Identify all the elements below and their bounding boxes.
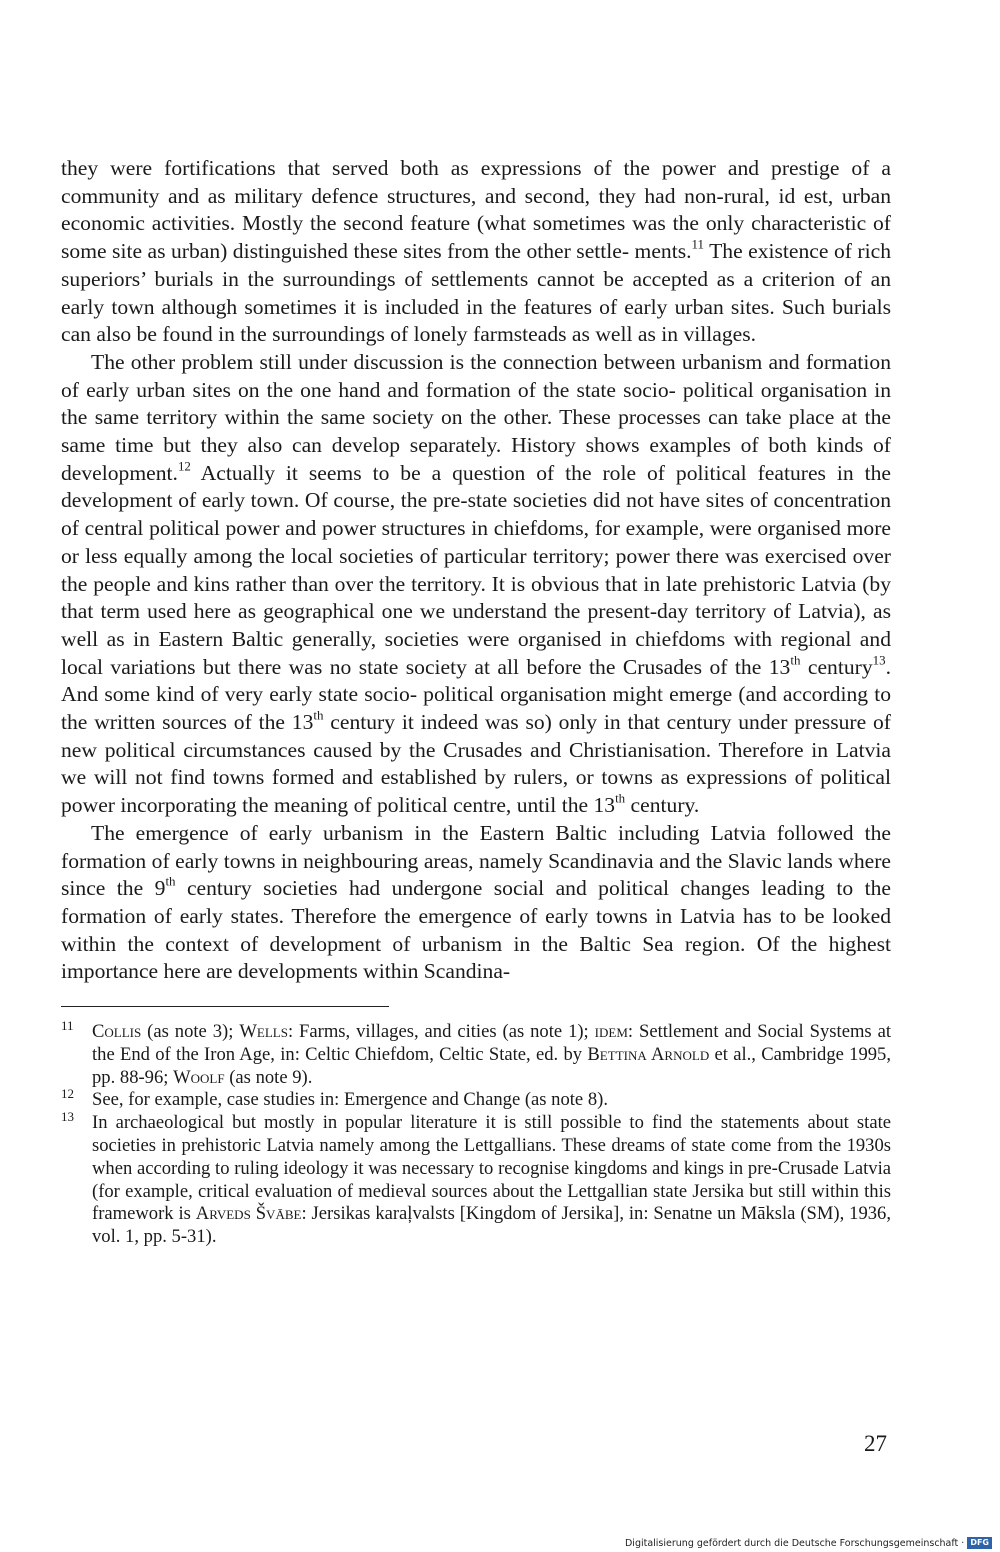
author-name: Wells: [239, 1021, 288, 1043]
text-run: century.: [625, 793, 700, 818]
superscript: th: [615, 790, 626, 806]
author-name: Arveds Švābe: [195, 1203, 302, 1225]
footnote-separator: [61, 1006, 389, 1007]
page-body: [61, 155, 891, 1249]
author-name: Collis: [92, 1021, 142, 1043]
footnote-number: 11: [61, 1018, 74, 1034]
text-run: The existence of rich superiors’ burials in the surroundings of settlements cannot be accepted as a criterion of an early town although sometimes it is included in the features of early urban sites. Such burials can also be found in the surroundings of lonely farmsteads as well as in villages.: [61, 239, 891, 347]
paragraph: [61, 820, 891, 986]
footnote: [61, 1086, 891, 1112]
text-run: : Jersikas karaļvalsts [Kingdom of Jersika], in: Senatne un Māksla (SM), 1936, vol. 1, pp. 5-31).: [92, 1203, 892, 1248]
text-run: See, for example, case studies in: Emergence and Change (as note 8).: [92, 1089, 608, 1111]
main-text: [61, 155, 891, 986]
author-name: Bettina Arnold: [587, 1043, 710, 1065]
footnote-text: [92, 1021, 891, 1089]
text-run: The emergence of early urbanism in the Eastern Baltic including Latvia followed the formation of early towns in neighbouring areas, namely Scandinavia and the Slavic lands where since the 9: [61, 820, 891, 901]
text-run: et al., Cambridge 1995, pp. 88-96;: [92, 1043, 891, 1088]
text-run: they were fortifications that served both as expressions of the power and prestige of a community and as military defence structures, and second, they had non-rural, id est, urban economic activities. Mostly the second feature (what sometimes was the only characteristic of some site as urban) distinguished these sites from the other settle- ments.: [61, 156, 891, 264]
text-run: century it indeed was so) only in that century under pressure of new political circumstances caused by the Crusades and Christianisation. Therefore in Latvia we will not find towns formed and established by rulers, or towns as expressions of political power incorporating the meaning of political centre, until the 13: [61, 710, 891, 818]
author-name: Woolf: [173, 1066, 225, 1088]
footnote: [61, 1109, 892, 1249]
footnote-number: 13: [61, 1109, 74, 1125]
footnote-number: 12: [61, 1086, 74, 1102]
credit-text: Digitalisierung gefördert durch die Deutsche Forschungsgemeinschaft ·: [624, 1537, 965, 1549]
text-run: The other problem still under discussion is the connection between urbanism and formation of early urban sites on the one hand and formation of the state socio- political organisation in the same territory within the same society on the other. These processes can take place at the same time but they also can develop separately. History shows examples of both kinds of development.: [61, 349, 891, 485]
text-run: (as note 3);: [141, 1021, 240, 1043]
superscript: 11: [691, 236, 705, 252]
text-run: In archaeological but mostly in popular literature it is still possible to find the statements about state societies in prehistoric Latvia namely among the Lettgallians. These dreams of state come from the 1930s when according to ruling ideology it was necessary to recognise kingdoms and kings in pre-Crusade Latvia (for example, critical evaluation of medieval sources about the Lettgallian state Jersika but still within this framework is: [92, 1112, 891, 1225]
author-name: idem: [594, 1021, 628, 1043]
superscript: 12: [177, 458, 191, 474]
footnote: [61, 1018, 891, 1089]
superscript: th: [313, 707, 324, 723]
superscript: 13: [872, 651, 886, 667]
text-run: : Settlement and Social Systems at the End of the Iron Age, in: Celtic Chiefdom, Celtic State, ed. by: [92, 1021, 891, 1065]
footnote-text: [92, 1112, 891, 1249]
page-number: 27: [864, 1431, 887, 1456]
text-run: (as note 9).: [224, 1066, 313, 1088]
text-run: : Farms, villages, and cities (as note 1);: [287, 1021, 595, 1043]
text-run: century societies had undergone social and political changes leading to the formation of early states. Therefore the emergence of early towns in Latvia has to be looked within the context of development of urbanism in the Baltic Sea region. Of the highest importance here are developments within Scandina-: [61, 876, 891, 984]
digitization-credit: [625, 1537, 992, 1549]
superscript: th: [790, 651, 801, 667]
text-run: . And some kind of very early state socio- political organisation might emerge (and according to the written sources of the 13: [61, 654, 891, 735]
dfg-logo: DFG: [967, 1537, 992, 1549]
footnotes: [61, 1018, 892, 1249]
paragraph: [61, 349, 891, 820]
paragraph: [61, 155, 891, 349]
superscript: th: [165, 873, 176, 889]
text-run: century: [800, 654, 873, 679]
footnote-text: [92, 1089, 891, 1112]
text-run: Actually it seems to be a question of the role of political features in the development of early town. Of course, the pre-state societies did not have sites of concentration of central political power and power structures in chiefdoms, for example, were organised more or less equally among the local societies of particular territory; power there was exercised over the people and kins rather than over the territory. It is obvious that in late prehistoric Latvia (by that term used here as geographical one we understand the present-day territory of Latvia), as well as in Eastern Baltic generally, societies were organised in chiefdoms with regional and local variations but there was no state society at all before the Crusades of the 13: [61, 460, 891, 679]
